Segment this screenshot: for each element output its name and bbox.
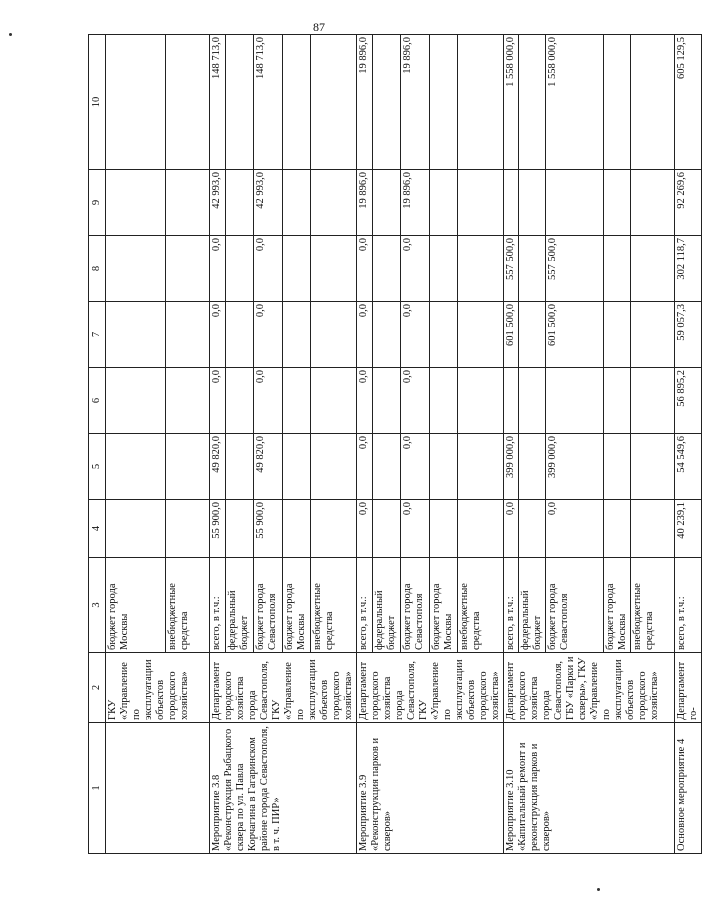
amount-cell: 0,0 bbox=[357, 236, 373, 302]
amount-cell bbox=[604, 35, 631, 170]
executor-cell: ГКУ «Управление по эксплуатации объектов городского хозяйства» bbox=[106, 653, 210, 723]
amount-cell bbox=[458, 236, 504, 302]
amount-cell bbox=[631, 236, 675, 302]
amount-cell bbox=[458, 500, 504, 558]
amount-cell: 19 896,0 bbox=[357, 35, 373, 170]
amount-cell bbox=[282, 368, 310, 434]
event-name-cell: Мероприятие 3.10 «Капитальный ремонт и реконструкция парков и скверов» bbox=[504, 723, 675, 854]
amount-cell bbox=[372, 170, 400, 236]
budget-table bbox=[88, 34, 702, 854]
amount-cell bbox=[429, 170, 457, 236]
amount-cell bbox=[166, 500, 210, 558]
amount-cell: 0,0 bbox=[400, 500, 429, 558]
amount-cell bbox=[166, 236, 210, 302]
amount-cell bbox=[311, 236, 357, 302]
amount-cell bbox=[225, 35, 253, 170]
amount-cell: 19 896,0 bbox=[400, 170, 429, 236]
table-body bbox=[89, 35, 702, 854]
amount-cell: 42 993,0 bbox=[210, 170, 226, 236]
amount-cell: 0,0 bbox=[400, 368, 429, 434]
amount-cell: 54 549,6 bbox=[675, 434, 702, 500]
amount-cell bbox=[631, 302, 675, 368]
amount-cell bbox=[458, 35, 504, 170]
amount-cell: 0,0 bbox=[253, 236, 282, 302]
funding-source-cell: всего, в т.ч.: bbox=[675, 558, 702, 653]
funding-source-cell: федеральный бюджет bbox=[372, 558, 400, 653]
amount-cell bbox=[546, 368, 604, 434]
event-name-cell: Мероприятие 3.9 «Реконструкция парков и скверов» bbox=[357, 723, 504, 854]
amount-cell: 0,0 bbox=[253, 302, 282, 368]
amount-cell: 0,0 bbox=[357, 500, 373, 558]
amount-cell bbox=[311, 368, 357, 434]
amount-cell bbox=[106, 368, 166, 434]
amount-cell bbox=[519, 302, 546, 368]
amount-cell bbox=[372, 368, 400, 434]
amount-cell bbox=[631, 368, 675, 434]
amount-cell bbox=[372, 236, 400, 302]
amount-cell bbox=[166, 302, 210, 368]
amount-cell bbox=[372, 500, 400, 558]
amount-cell bbox=[166, 368, 210, 434]
amount-cell bbox=[225, 236, 253, 302]
funding-source-cell: всего, в т.ч.: bbox=[357, 558, 373, 653]
amount-cell: 0,0 bbox=[210, 368, 226, 434]
amount-cell bbox=[372, 35, 400, 170]
amount-cell: 19 896,0 bbox=[357, 170, 373, 236]
amount-cell bbox=[282, 35, 310, 170]
amount-cell bbox=[311, 434, 357, 500]
amount-cell: 0,0 bbox=[400, 236, 429, 302]
scan-speck bbox=[9, 33, 12, 36]
executor-cell: Департамент городского хозяйства города Севастополя, ГБУ «Парки и скверы», ГКУ «Управление по эксплуатации объектов городского хозяйства» bbox=[504, 653, 675, 723]
amount-cell: 92 269,6 bbox=[675, 170, 702, 236]
amount-cell bbox=[604, 368, 631, 434]
amount-cell bbox=[372, 302, 400, 368]
amount-cell: 0,0 bbox=[357, 302, 373, 368]
amount-cell: 557 500,0 bbox=[504, 236, 519, 302]
amount-cell bbox=[519, 500, 546, 558]
amount-cell bbox=[631, 170, 675, 236]
amount-cell bbox=[106, 170, 166, 236]
amount-cell bbox=[166, 170, 210, 236]
amount-cell: 0,0 bbox=[400, 302, 429, 368]
amount-cell bbox=[604, 500, 631, 558]
amount-cell: 399 000,0 bbox=[504, 434, 519, 500]
amount-cell bbox=[604, 302, 631, 368]
funding-source-cell: внебюджетные средства bbox=[458, 558, 504, 653]
column-header: 8 bbox=[89, 236, 106, 302]
column-header: 7 bbox=[89, 302, 106, 368]
amount-cell bbox=[429, 368, 457, 434]
amount-cell bbox=[604, 236, 631, 302]
amount-cell bbox=[429, 500, 457, 558]
amount-cell: 0,0 bbox=[210, 236, 226, 302]
event-name-cell: Мероприятие 3.8 «Реконструкция Рыбацкого сквера по ул. Павла Корчагина в Гагаринском районе города Севастополя, в т. ч. ПИР» bbox=[210, 723, 357, 854]
amount-cell: 557 500,0 bbox=[546, 236, 604, 302]
amount-cell bbox=[311, 35, 357, 170]
amount-cell bbox=[225, 170, 253, 236]
amount-cell bbox=[282, 302, 310, 368]
amount-cell: 0,0 bbox=[253, 368, 282, 434]
column-header: 2 bbox=[89, 653, 106, 723]
scan-speck bbox=[597, 888, 600, 891]
executor-cell: Департамент городского хозяйства города Севастополя, ГКУ «Управление по эксплуатации объектов городского хозяйства» bbox=[357, 653, 504, 723]
funding-source-cell: бюджет города Москвы bbox=[604, 558, 631, 653]
funding-source-cell: бюджет города Севастополя bbox=[546, 558, 604, 653]
amount-cell: 148 713,0 bbox=[253, 35, 282, 170]
amount-cell bbox=[504, 368, 519, 434]
funding-source-cell: внебюджетные средства bbox=[166, 558, 210, 653]
amount-cell bbox=[429, 302, 457, 368]
amount-cell bbox=[458, 170, 504, 236]
amount-cell bbox=[519, 368, 546, 434]
column-header: 5 bbox=[89, 434, 106, 500]
header-row bbox=[89, 35, 106, 854]
amount-cell bbox=[282, 236, 310, 302]
event-name-cell: Основное мероприятие 4 bbox=[675, 723, 702, 854]
amount-cell: 0,0 bbox=[546, 500, 604, 558]
amount-cell bbox=[311, 500, 357, 558]
column-header: 4 bbox=[89, 500, 106, 558]
amount-cell: 55 900,0 bbox=[253, 500, 282, 558]
column-header: 6 bbox=[89, 368, 106, 434]
funding-source-cell: бюджет города Москвы bbox=[429, 558, 457, 653]
amount-cell bbox=[546, 170, 604, 236]
amount-cell: 49 820,0 bbox=[253, 434, 282, 500]
amount-cell bbox=[282, 170, 310, 236]
amount-cell bbox=[106, 35, 166, 170]
amount-cell bbox=[106, 302, 166, 368]
amount-cell: 49 820,0 bbox=[210, 434, 226, 500]
amount-cell bbox=[225, 302, 253, 368]
amount-cell: 55 900,0 bbox=[210, 500, 226, 558]
amount-cell bbox=[311, 170, 357, 236]
funding-source-cell: всего, в т.ч.: bbox=[210, 558, 226, 653]
column-header: 10 bbox=[89, 35, 106, 170]
column-header: 9 bbox=[89, 170, 106, 236]
amount-cell bbox=[106, 500, 166, 558]
amount-cell bbox=[429, 434, 457, 500]
executor-cell: Департамент городского хозяйства города Севастополя, ГКУ «Управление по эксплуатации объектов городского хозяйства» bbox=[210, 653, 357, 723]
amount-cell bbox=[106, 236, 166, 302]
amount-cell bbox=[429, 236, 457, 302]
table-row bbox=[106, 35, 166, 854]
funding-source-cell: всего, в т.ч.: bbox=[504, 558, 519, 653]
amount-cell bbox=[458, 368, 504, 434]
amount-cell: 1 558 000,0 bbox=[546, 35, 604, 170]
funding-source-cell: бюджет города Севастополя bbox=[400, 558, 429, 653]
amount-cell: 59 057,3 bbox=[675, 302, 702, 368]
amount-cell: 601 500,0 bbox=[504, 302, 519, 368]
table-row bbox=[504, 35, 519, 854]
funding-source-cell: федеральный бюджет bbox=[225, 558, 253, 653]
amount-cell: 302 118,7 bbox=[675, 236, 702, 302]
amount-cell: 0,0 bbox=[357, 368, 373, 434]
table-row bbox=[675, 35, 702, 854]
amount-cell: 0,0 bbox=[400, 434, 429, 500]
funding-source-cell: бюджет города Москвы bbox=[106, 558, 166, 653]
amount-cell bbox=[519, 236, 546, 302]
amount-cell: 56 895,2 bbox=[675, 368, 702, 434]
amount-cell: 605 129,5 bbox=[675, 35, 702, 170]
amount-cell bbox=[372, 434, 400, 500]
amount-cell: 1 558 000,0 bbox=[504, 35, 519, 170]
amount-cell bbox=[604, 434, 631, 500]
rotated-page bbox=[88, 35, 699, 854]
amount-cell: 0,0 bbox=[357, 434, 373, 500]
amount-cell bbox=[504, 170, 519, 236]
amount-cell bbox=[519, 170, 546, 236]
amount-cell bbox=[631, 500, 675, 558]
executor-cell: Департамент го- bbox=[675, 653, 702, 723]
amount-cell bbox=[519, 35, 546, 170]
amount-cell bbox=[458, 434, 504, 500]
amount-cell bbox=[225, 368, 253, 434]
funding-source-cell: федеральный бюджет bbox=[519, 558, 546, 653]
event-name-cell bbox=[106, 723, 210, 854]
table-row bbox=[357, 35, 373, 854]
amount-cell: 601 500,0 bbox=[546, 302, 604, 368]
table-row bbox=[210, 35, 226, 854]
funding-source-cell: бюджет города Москвы bbox=[282, 558, 310, 653]
page-number: 87 bbox=[313, 20, 325, 34]
amount-cell bbox=[225, 500, 253, 558]
amount-cell: 399 000,0 bbox=[546, 434, 604, 500]
amount-cell bbox=[311, 302, 357, 368]
column-header: 3 bbox=[89, 558, 106, 653]
amount-cell bbox=[282, 500, 310, 558]
amount-cell bbox=[631, 434, 675, 500]
amount-cell: 0,0 bbox=[504, 500, 519, 558]
amount-cell bbox=[282, 434, 310, 500]
amount-cell bbox=[631, 35, 675, 170]
amount-cell: 42 993,0 bbox=[253, 170, 282, 236]
amount-cell bbox=[106, 434, 166, 500]
funding-source-cell: бюджет города Севастополя bbox=[253, 558, 282, 653]
amount-cell bbox=[458, 302, 504, 368]
amount-cell bbox=[429, 35, 457, 170]
amount-cell: 148 713,0 bbox=[210, 35, 226, 170]
funding-source-cell: внебюджетные средства bbox=[311, 558, 357, 653]
amount-cell bbox=[225, 434, 253, 500]
amount-cell: 0,0 bbox=[210, 302, 226, 368]
amount-cell: 40 239,1 bbox=[675, 500, 702, 558]
amount-cell bbox=[519, 434, 546, 500]
amount-cell: 19 896,0 bbox=[400, 35, 429, 170]
amount-cell bbox=[166, 35, 210, 170]
amount-cell bbox=[604, 170, 631, 236]
column-header: 1 bbox=[89, 723, 106, 854]
amount-cell bbox=[166, 434, 210, 500]
funding-source-cell: внебюджетные средства bbox=[631, 558, 675, 653]
